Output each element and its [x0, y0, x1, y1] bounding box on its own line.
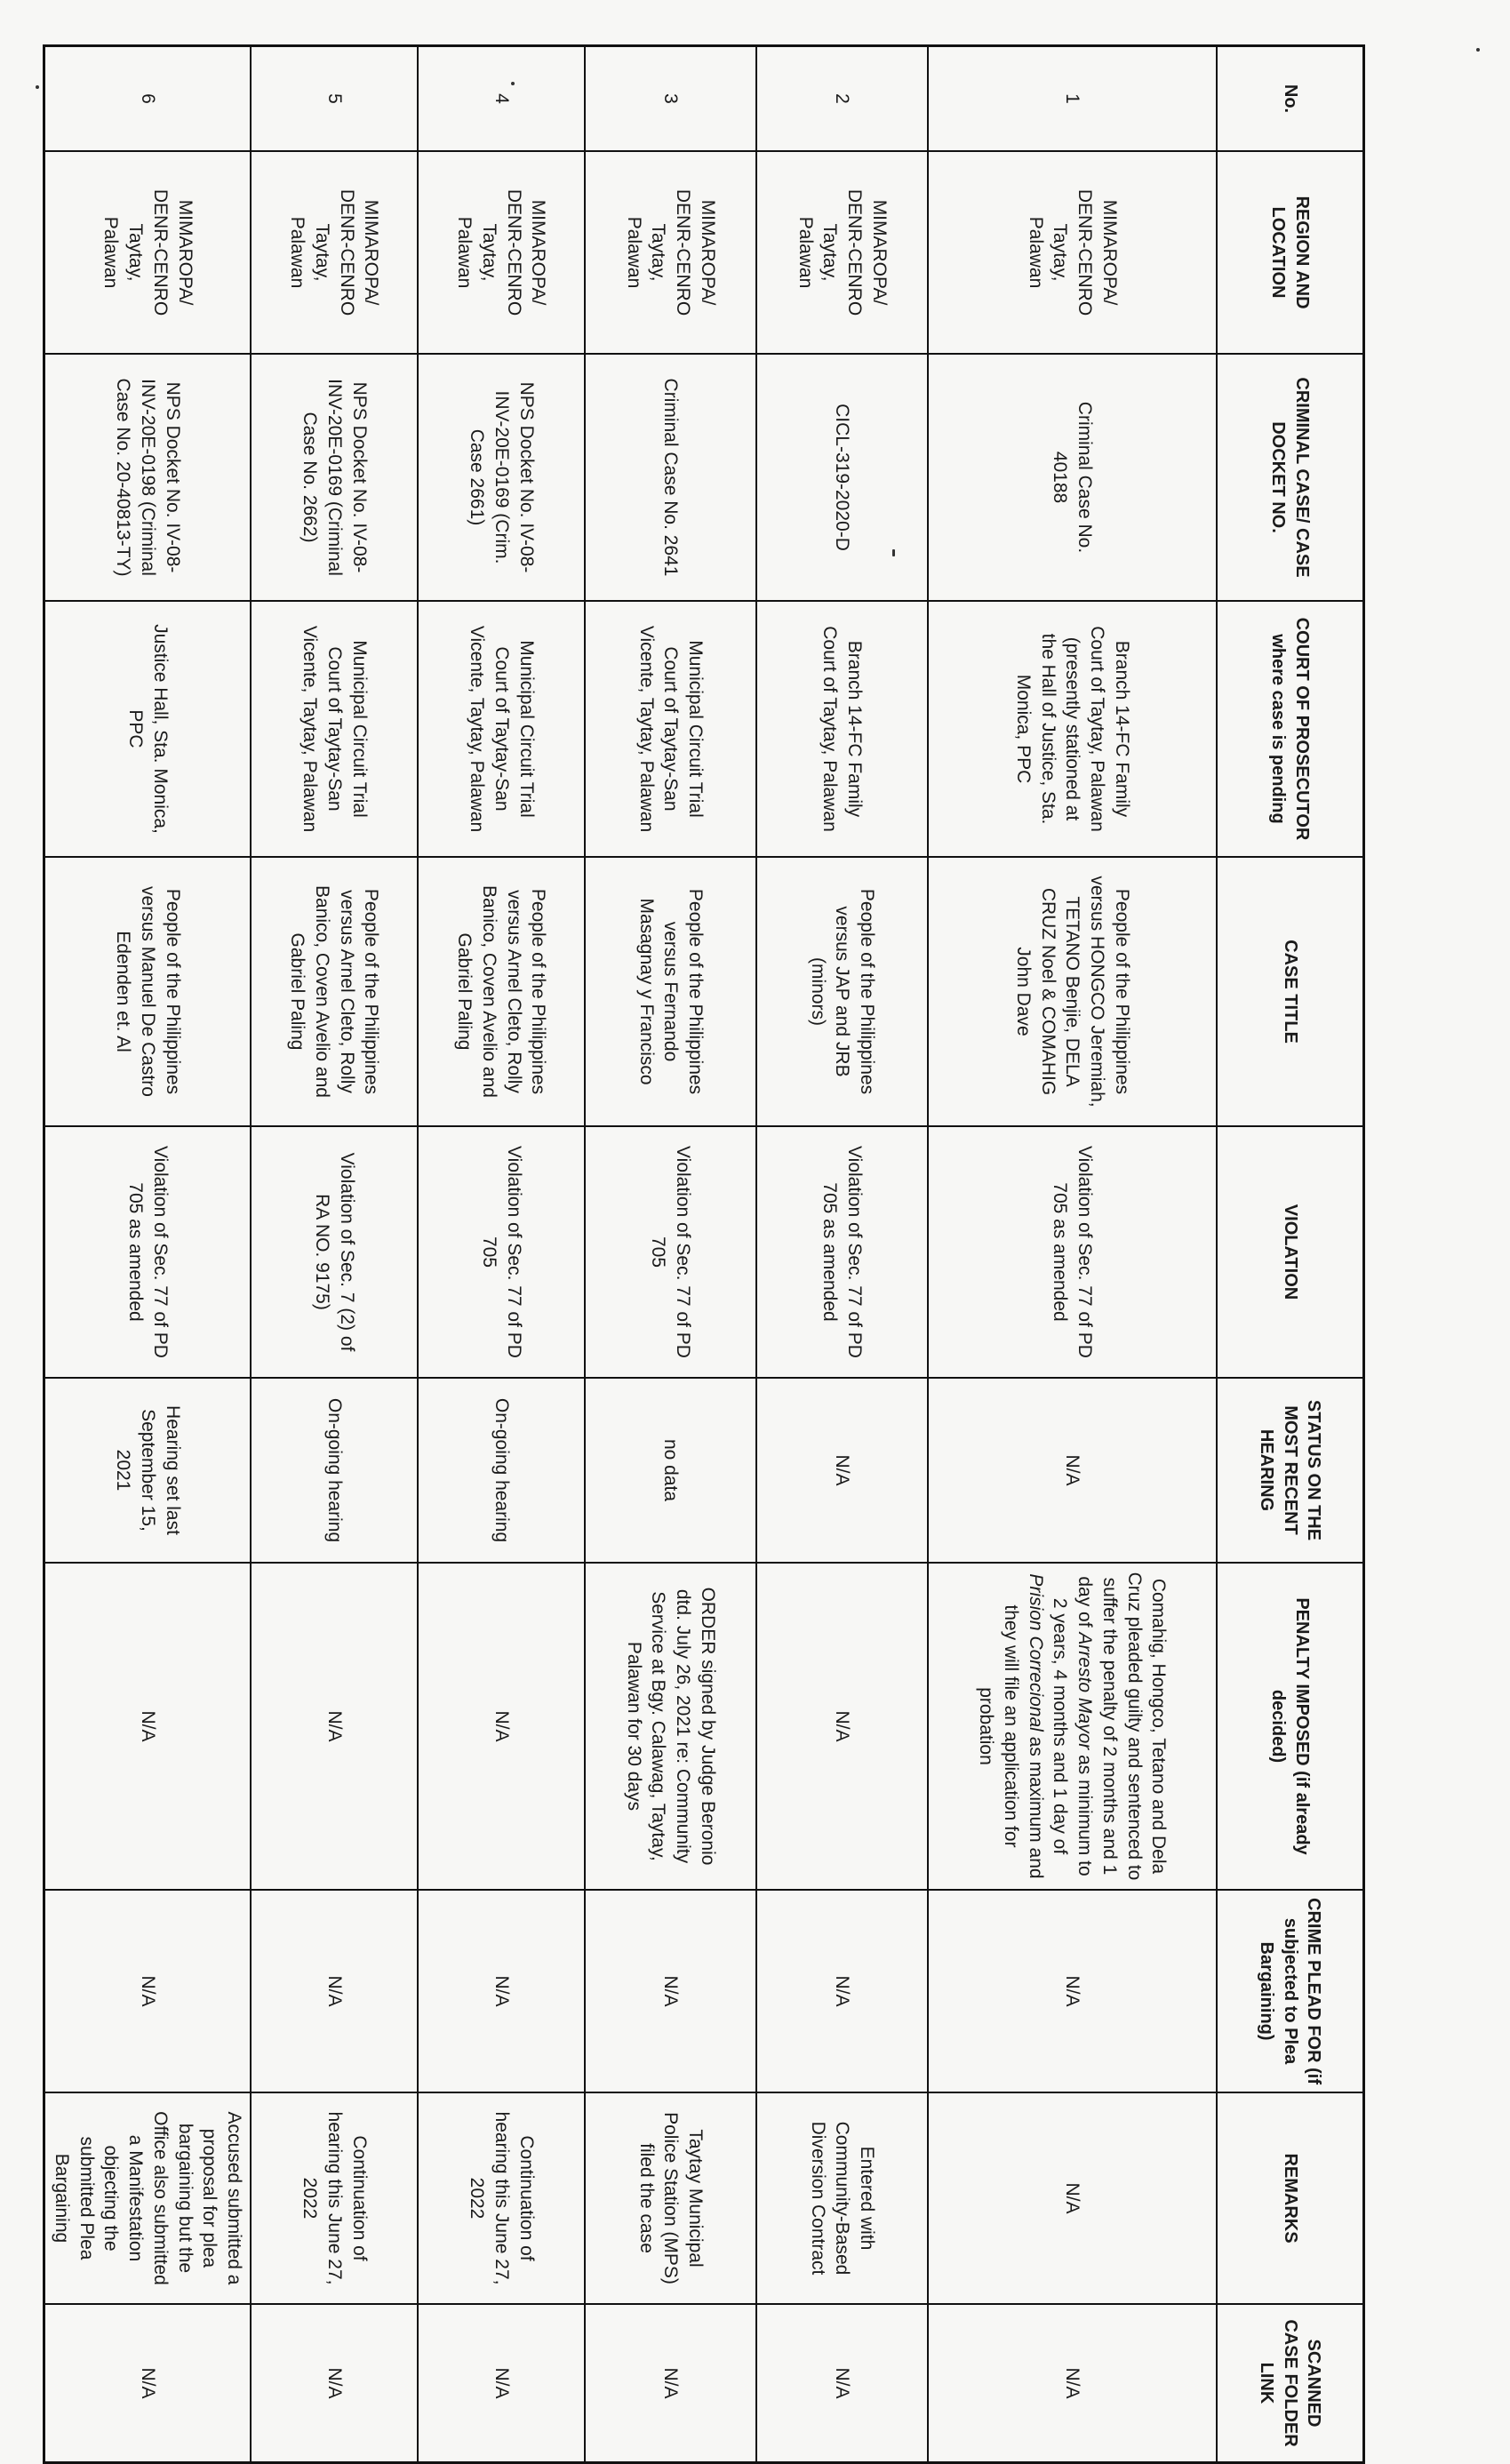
cell-folder-link: N/A: [756, 2304, 928, 2463]
cell-no: 5: [251, 46, 418, 152]
header-remarks: REMARKS: [1217, 2092, 1364, 2304]
table-row: [418, 46, 585, 2463]
cell-remarks: Accused submitted a proposal for plea bargaining but the Office also submitted a Manifestation objecting the submitted Plea Bargaining: [44, 2092, 251, 2304]
table-row: [44, 46, 251, 2463]
cell-penalty: N/A: [251, 1563, 418, 1890]
cell-status: no data: [585, 1378, 756, 1563]
cell-no: 3: [585, 46, 756, 152]
cell-region: MIMAROPA/ DENR-CENRO Taytay, Palawan: [418, 151, 585, 354]
cell-violation: Violation of Sec. 7 (2) of RA NO. 9175): [251, 1126, 418, 1378]
header-docket-no: CRIMINAL CASE/ CASE DOCKET NO.: [1217, 354, 1364, 601]
cell-penalty: N/A: [418, 1563, 585, 1890]
scan-speck: [1476, 48, 1480, 52]
cell-status: N/A: [756, 1378, 928, 1563]
cell-remarks: Continuation of hearing this June 27, 2022: [251, 2092, 418, 2304]
cell-case-title: People of the Philippines versus Arnel Cleto, Rolly Banico, Coven Avelio and Gabriel Paling: [418, 857, 585, 1126]
cell-region: MIMAROPA/ DENR-CENRO Taytay, Palawan: [928, 151, 1217, 354]
cell-court: Municipal Circuit Trial Court of Taytay-San Vicente, Taytay, Palawan: [585, 601, 756, 857]
cell-violation: Violation of Sec. 77 of PD 705: [585, 1126, 756, 1378]
cell-court: Justice Hall, Sta. Monica, PPC: [44, 601, 251, 857]
header-folder-link: SCANNED CASE FOLDER LINK: [1217, 2304, 1364, 2463]
penalty-text-arresto-mayor: Arresto Mayor: [1075, 1632, 1096, 1750]
header-no: No.: [1217, 46, 1364, 152]
cell-docket: NPS Docket No. IV-08- INV-20E-0198 (Criminal Case No. 20-40813-TY): [44, 354, 251, 601]
cell-penalty: ORDER signed by Judge Beronio dtd. July 26, 2021 re: Community Service at Bgy. Calawag, Taytay, Palawan for 30 days: [585, 1563, 756, 1890]
cell-docket: Criminal Case No. 40188: [928, 354, 1217, 601]
rotated-table-container: [51, 44, 1365, 2447]
header-plea: CRIME PLEAD FOR (if subjected to Plea Bargaining): [1217, 1890, 1364, 2092]
cell-folder-link: N/A: [251, 2304, 418, 2463]
table-row: [756, 46, 928, 2463]
header-region-location: REGION AND LOCATION: [1217, 151, 1364, 354]
cell-status: On-going hearing: [418, 1378, 585, 1563]
cell-violation: Violation of Sec. 77 of PD 705 as amended: [756, 1126, 928, 1378]
table-header-row: [1217, 46, 1364, 2463]
cell-case-title: People of the Philippines versus Arnel Cleto, Rolly Banico, Coven Avelio and Gabriel Paling: [251, 857, 418, 1126]
cell-region: MIMAROPA/ DENR-CENRO Taytay, Palawan: [251, 151, 418, 354]
cell-no: 1: [928, 46, 1217, 152]
cell-no: 4: [418, 46, 585, 152]
cell-penalty: N/A: [756, 1563, 928, 1890]
cell-plea: N/A: [585, 1890, 756, 2092]
cell-folder-link: N/A: [928, 2304, 1217, 2463]
cell-violation: Violation of Sec. 77 of PD 705 as amended: [44, 1126, 251, 1378]
penalty-text-e: as maximum and they will file an application for probation: [976, 1604, 1046, 1879]
cell-court: Municipal Circuit Trial Court of Taytay-San Vicente, Taytay, Palawan: [251, 601, 418, 857]
cell-no: 2: [756, 46, 928, 152]
cell-region: MIMAROPA/ DENR-CENRO Taytay, Palawan: [756, 151, 928, 354]
cell-status: On-going hearing: [251, 1378, 418, 1563]
cell-case-title: People of the Philippines versus HONGCO Jeremiah, TETANO Benjie, DELA CRUZ Noel & COMAHIG John Dave: [928, 857, 1217, 1126]
cell-remarks: Continuation of hearing this June 27, 2022: [418, 2092, 585, 2304]
cell-penalty: N/A: [44, 1563, 251, 1890]
cell-case-title: People of the Philippines versus Fernando Masagnay y Francisco: [585, 857, 756, 1126]
cell-penalty: [928, 1563, 1217, 1890]
cell-court: Municipal Circuit Trial Court of Taytay-San Vicente, Taytay, Palawan: [418, 601, 585, 857]
cell-court: Branch 14-FC Family Court of Taytay, Palawan: [756, 601, 928, 857]
header-status: STATUS ON THE MOST RECENT HEARING: [1217, 1378, 1364, 1563]
cell-case-title: People of the Philippines versus JAP and JRB (minors): [756, 857, 928, 1126]
penalty-text-prision-correcional: Prision Correcional: [1025, 1573, 1046, 1732]
cell-plea: N/A: [756, 1890, 928, 2092]
cell-no: 6: [44, 46, 251, 152]
cell-plea: N/A: [251, 1890, 418, 2092]
cell-violation: Violation of Sec. 77 of PD 705: [418, 1126, 585, 1378]
cell-remarks: Taytay Municipal Police Station (MPS) filed the case: [585, 2092, 756, 2304]
penalty-text-a: Comahig, Hongco, Tetano and Dela Cruz pleaded guilty and sentenced to suffer the penalty of 2 months and 1 day of: [1075, 1572, 1170, 1881]
cell-remarks: N/A: [928, 2092, 1217, 2304]
cell-plea: N/A: [44, 1890, 251, 2092]
cell-status: Hearing set last September 15, 2021: [44, 1378, 251, 1563]
penalty-text-c: as minimum to 2 years, 4 months and 1 day of: [1050, 1597, 1096, 1876]
cell-case-title: People of the Philippines versus Manuel De Castro Edenden et. Al: [44, 857, 251, 1126]
cell-region: MIMAROPA/ DENR-CENRO Taytay, Palawan: [585, 151, 756, 354]
cell-folder-link: N/A: [585, 2304, 756, 2463]
cell-plea: N/A: [418, 1890, 585, 2092]
header-case-title: CASE TITLE: [1217, 857, 1364, 1126]
cell-docket: Criminal Case No. 2641: [585, 354, 756, 601]
cell-docket: NPS Docket No. IV-08- INV-20E-0169 (Criminal Case No. 2662): [251, 354, 418, 601]
table-row: [251, 46, 418, 2463]
cell-folder-link: N/A: [44, 2304, 251, 2463]
table-row: [585, 46, 756, 2463]
header-penalty: PENALTY IMPOSED (if already decided): [1217, 1563, 1364, 1890]
cell-docket: CICL-319-2020-D: [756, 354, 928, 601]
cell-court: Branch 14-FC Family Court of Taytay, Palawan (presently stationed at the Hall of Justice, Sta. Monica, PPC: [928, 601, 1217, 857]
cell-violation: Violation of Sec. 77 of PD 705 as amended: [928, 1126, 1217, 1378]
cell-folder-link: N/A: [418, 2304, 585, 2463]
table-row: [928, 46, 1217, 2463]
header-court: COURT OF PROSECUTOR where case is pending: [1217, 601, 1364, 857]
cell-docket: NPS Docket No. IV-08- INV-20E-0169 (Crim. Case 2661): [418, 354, 585, 601]
scan-speck: [36, 85, 39, 89]
cell-region: MIMAROPA/ DENR-CENRO Taytay, Palawan: [44, 151, 251, 354]
cell-plea: N/A: [928, 1890, 1217, 2092]
header-violation: VIOLATION: [1217, 1126, 1364, 1378]
cell-status: N/A: [928, 1378, 1217, 1563]
criminal-cases-table: [43, 44, 1365, 2464]
cell-remarks: Entered with Community-Based Diversion Contract: [756, 2092, 928, 2304]
